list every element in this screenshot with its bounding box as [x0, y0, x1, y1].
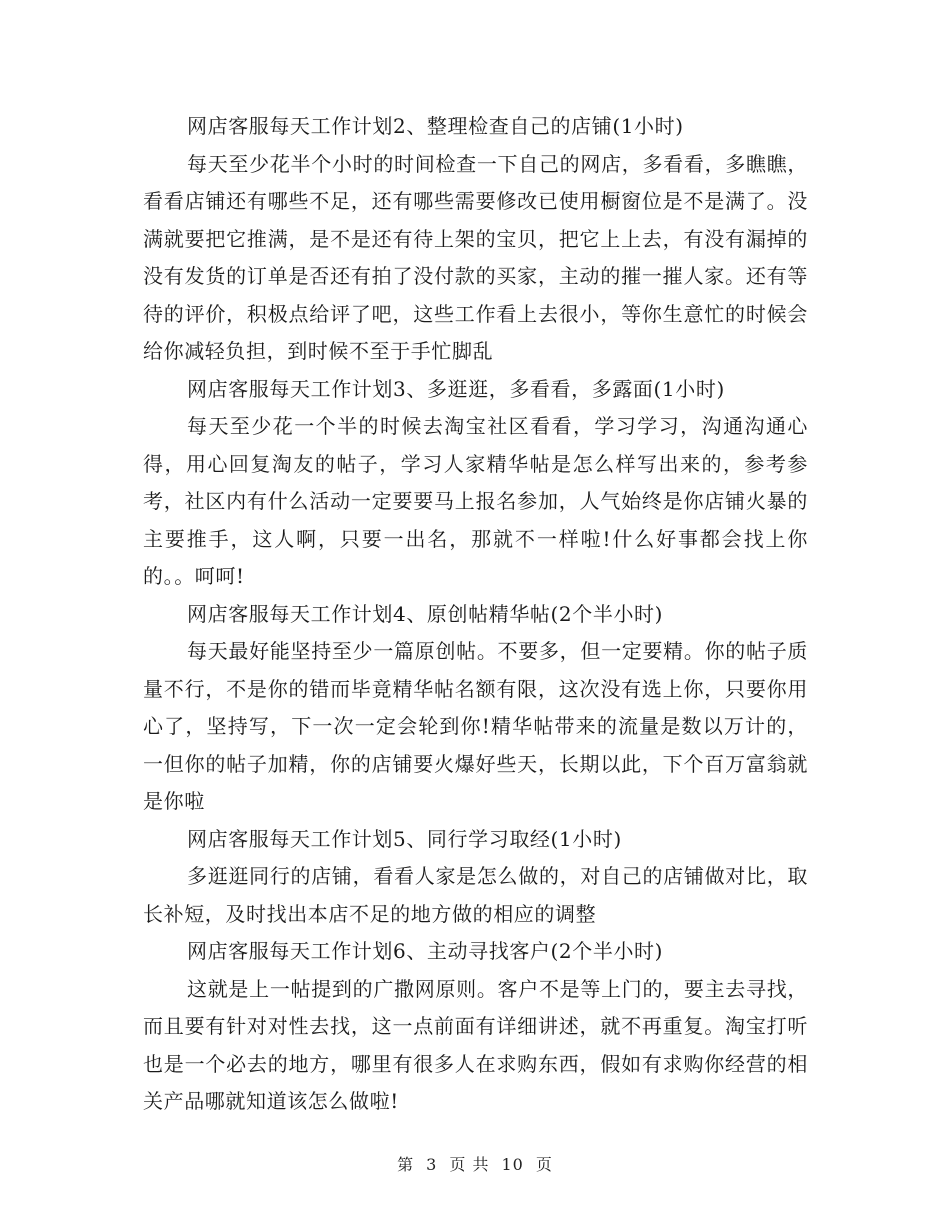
paragraph-plan-5-body: 多逛逛同行的店铺，看看人家是怎么做的，对自己的店铺做对比，取长补短，及时找出本店不足的地方做的相应的调整 — [143, 864, 808, 926]
paragraph-plan-2-body: 每天至少花半个小时的时间检查一下自己的网店，多看看，多瞧瞧，看看店铺还有哪些不足，还有哪些需要修改已使用橱窗位是不是满了。没满就要把它推满，是不是还有待上架的宝贝，把它上上去，有没有漏掉的没有发货的订单是否还有拍了没付款的买家，主动的摧一摧人家。还有等待的评价，积极点给评了吧，这些工作看上去很小，等你生意忙的时候会给你减轻负担，到时候不至于手忙脚乱 — [143, 151, 808, 363]
section-heading-plan-5: 网店客服每天工作计划5、同行学习取经(1小时) — [187, 826, 622, 851]
page-footer — [0, 1152, 950, 1175]
footer-total-pages: 10 — [501, 1155, 524, 1174]
section-heading-plan-2: 网店客服每天工作计划2、整理检查自己的店铺(1小时) — [187, 114, 684, 138]
footer-prefix: 第 — [397, 1155, 415, 1174]
paragraph-plan-4-body: 每天最好能坚持至少一篇原创帖。不要多，但一定要精。你的帖子质量不行，不是你的错而毕竟精华帖名额有限，这次没有选上你，只要你用心了，坚持写，下一次一定会轮到你!精华帖带来的流量是数以万计的，一但你的帖子加精，你的店铺要火爆好些天，长期以此，下个百万富翁就是你啦 — [143, 639, 808, 813]
section-heading-plan-3: 网店客服每天工作计划3、多逛逛，多看看，多露面(1小时) — [187, 376, 725, 401]
paragraph-plan-6-body: 这就是上一帖提到的广撒网原则。客户不是等上门的，要主去寻找，而且要有针对对性去找，这一点前面有详细讲述，就不再重复。淘宝打听也是一个必去的地方，哪里有很多人在求购东西，假如有求购你经营的相关产品哪就知道该怎么做啦! — [143, 976, 808, 1113]
footer-suffix: 页 — [535, 1155, 553, 1174]
section-heading-plan-4: 网店客服每天工作计划4、原创帖精华帖(2个半小时) — [187, 601, 664, 626]
section-heading-plan-6: 网店客服每天工作计划6、主动寻找客户(2个半小时) — [187, 939, 664, 963]
footer-mid: 页 共 — [449, 1155, 490, 1174]
document-body — [143, 108, 808, 1121]
footer-page-number: 3 — [426, 1155, 438, 1174]
paragraph-plan-3-body: 每天至少花一个半的时候去淘宝社区看看，学习学习，沟通沟通心得，用心回复淘友的帖子，学习人家精华帖是怎么样写出来的，参考参考，社区内有什么活动一定要要马上报名参加，人气始终是你店铺火暴的主要推手，这人啊，只要一出名，那就不一样啦!什么好事都会找上你的。。呵呵! — [143, 414, 808, 588]
